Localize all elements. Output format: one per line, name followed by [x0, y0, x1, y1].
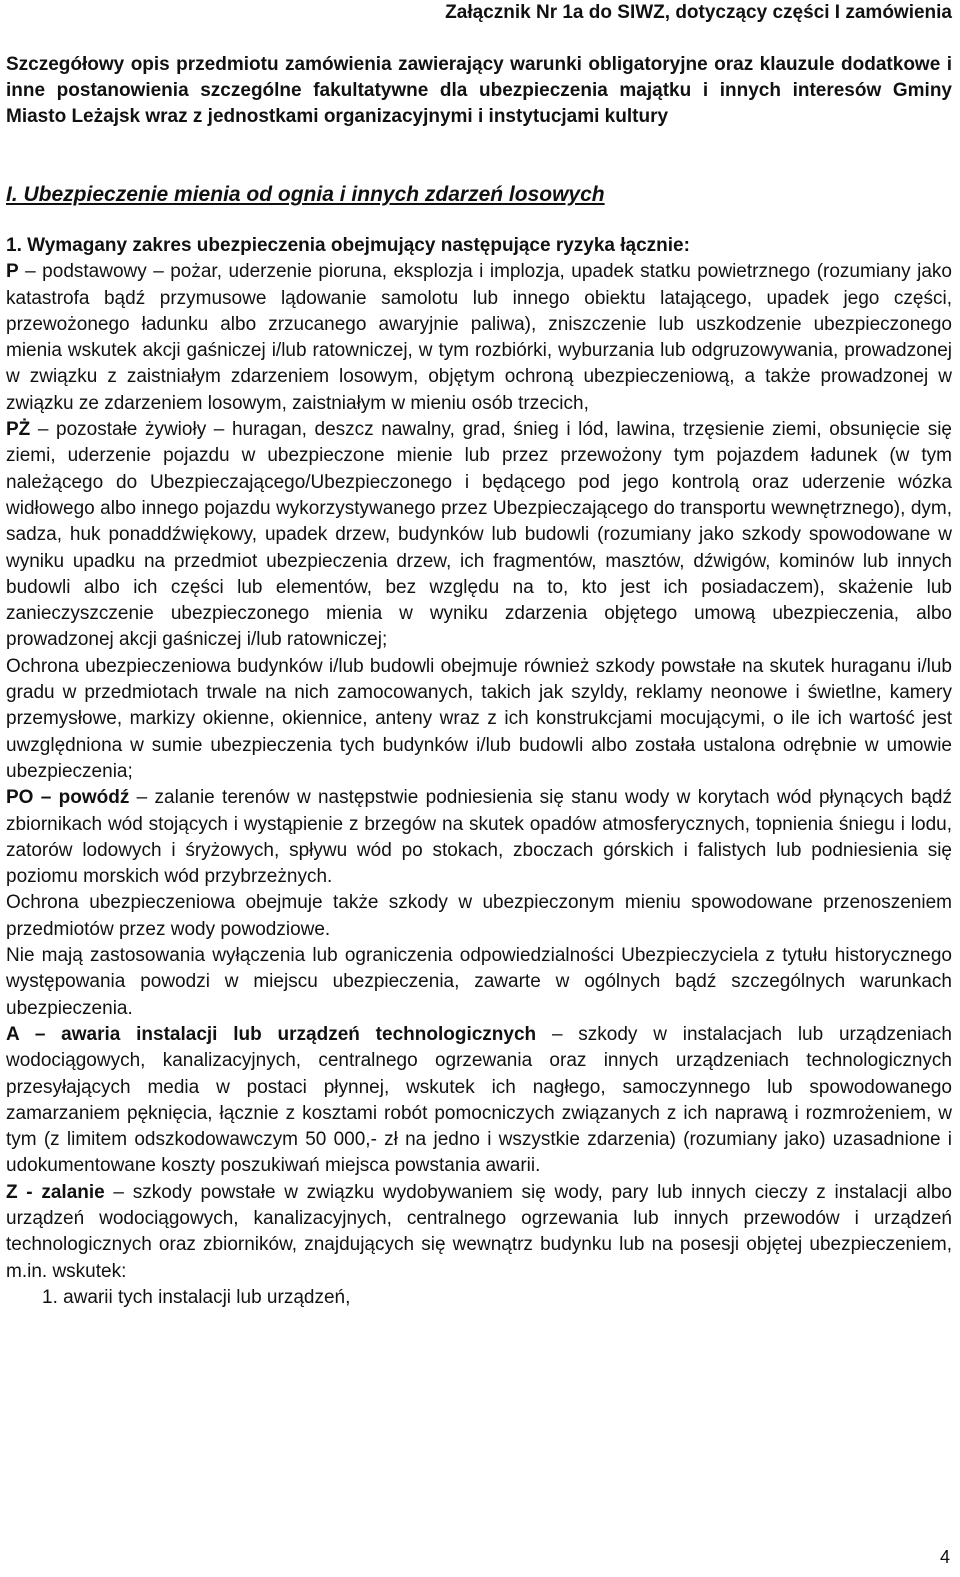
document-body [6, 233, 952, 1311]
risk-po-text: – zalanie terenów w następstwie podniesienia się stanu wody w korytach wód płynących bądź zbiornikach wód stojących i wystąpienie z brzegów na skutek opadów atmosferycznych, topnienia śniegu i lodu, zatorów lodowych i śryżowych, spływu wód po stokach, zboczach górskich i falistych lub podniesienia się poziomu morskich wód przybrzeżnych. [6, 787, 952, 888]
page-number: 4 [939, 1547, 950, 1567]
risk-a-code: A – awaria instalacji lub urządzeń technologicznych [6, 1023, 537, 1045]
risk-po-code: PO – powódź [6, 787, 130, 809]
risk-a-text: – szkody w instalacjach lub urządzeniach wodociągowych, kanalizacyjnych, centralnego ogrzewania oraz innych urządzeniach technologicznych przesyłających media w postaci płynnej, wskutek ich nagłego, samoczynnego lub spowodowanego zamarzaniem pęknięcia, łącznie z kosztami robót pomocniczych związanych z ich naprawą i rozmrożeniem, w tym (z limitem odszkodowawczym 50 000,- zł na jedno i wszystkie zdarzenia) (rozumiany jako) uzasadnione i udokumentowane koszty poszukiwań miejsca powstania awarii. [6, 1023, 952, 1177]
section-title: I. Ubezpieczenie mienia od ognia i innych zdarzeń losowych [6, 183, 605, 206]
risk-z-code: Z - zalanie [6, 1181, 105, 1203]
protection-paragraph-2: Ochrona ubezpieczeniowa obejmuje także szkody w ubezpieczonym mieniu spowodowane przenoszeniem przedmiotów przez wody powodziowe. [6, 892, 952, 940]
risk-z-text: – szkody powstałe w związku wydobywaniem się wody, pary lub innych cieczy z instalacji albo urządzeń wodociągowych, kanalizacyjnych, centralnego ogrzewania lub innych przewodów i urządzeń technologicznych oraz zbiorników, znajdujących się wewnątrz budynku lub na posesji objętej ubezpieczeniem, m.in. wskutek: [6, 1181, 953, 1282]
document-title: Szczegółowy opis przedmiotu zamówienia zawierający warunki obligatoryjne oraz klauzule dodatkowe i inne postanowienia szczególne fakultatywne dla ubezpieczenia majątku i innych interesów Gminy Miasto Leżajsk wraz z jednostkami organizacyjnymi i instytucjami kultury [6, 54, 952, 127]
protection-paragraph-1: Ochrona ubezpieczeniowa budynków i/lub budowli obejmuje również szkody powstałe na skutek huraganu i/lub gradu w przedmiotach trwale na nich zamocowanych, takich jak szyldy, reklamy neonowe i świetlne, kamery przemysłowe, markizy okienne, okiennice, anteny wraz z ich konstrukcjami mocującymi, o ile ich wartość jest uwzględniona w sumie ubezpieczenia tych budynków i/lub budowli albo została ustalona odrębnie w umowie ubezpieczenia; [6, 655, 952, 782]
risk-a-paragraph [6, 1022, 952, 1180]
risk-p-paragraph [6, 259, 952, 417]
risk-z-paragraph [6, 1180, 952, 1285]
risk-pz-code: PŻ [6, 419, 31, 441]
risk-po-paragraph [6, 785, 952, 890]
point-1-heading: 1. Wymagany zakres ubezpieczenia obejmujący następujące ryzyka łącznie: [6, 235, 690, 256]
risk-pz-text: – pozostałe żywioły – huragan, deszcz nawalny, grad, śnieg i lód, lawina, trzęsienie ziemi, obsunięcie się ziemi, uderzenie pojazdu w ubezpieczone mienie lub przez przewożony tym pojazdem ładunek (w tym należącego do Ubezpieczającego/Ubezpieczonego i będącego pod jego kontrolą oraz uderzenie wózka widłowego albo innego pojazdu wykorzystywanego przez Ubezpieczającego do transportu wewnętrznego), dym, sadza, huk ponaddźwiękowy, upadek drzew, budynków lub budowli (rozumiany jako szkody spowodowane w wyniku upadku na przedmiot ubezpieczenia drzew, ich fragmentów, masztów, dźwigów, kominów lub innych budowli albo ich części lub elementów, bez względu na to, kto jest ich posiadaczem), skażenie lub zanieczyszczenie ubezpieczonego mienia w wyniku zdarzenia objętego umową ubezpieczenia, albo prowadzonej akcji gaśniczej i/lub ratowniczej; [6, 419, 952, 651]
list-item: 1. awarii tych instalacji lub urządzeń, [42, 1286, 351, 1308]
risk-pz-paragraph [6, 417, 952, 654]
document-header: Załącznik Nr 1a do SIWZ, dotyczący części I zamówienia [445, 2, 952, 23]
exclusions-paragraph: Nie mają zastosowania wyłączenia lub ograniczenia odpowiedzialności Ubezpieczyciela z tytułu historycznego występowania powodzi w miejscu ubezpieczenia, zawarte w ogólnych bądź szczególnych warunkach ubezpieczenia. [6, 945, 952, 1019]
risk-p-text: – podstawowy – pożar, uderzenie pioruna, eksplozja i implozja, upadek statku powietrznego (rozumiany jako katastrofa bądź przymusowe lądowanie samolotu lub innego obiektu latającego, upadek jego części, przewożonego ładunku albo zrzucanego awaryjnie paliwa), zniszczenie lub uszkodzenie ubezpieczonego mienia wskutek akcji gaśniczej i/lub ratowniczej, w tym rozbiórki, wyburzania lub odgruzowywania, prowadzonej w związku z zaistniałym zdarzeniem losowym, objętym ochroną ubezpieczeniową, a także prowadzonej w związku ze zdarzeniem losowym, zaistniałym w mieniu osób trzecich, [6, 261, 952, 414]
risk-p-code: P [6, 261, 19, 283]
